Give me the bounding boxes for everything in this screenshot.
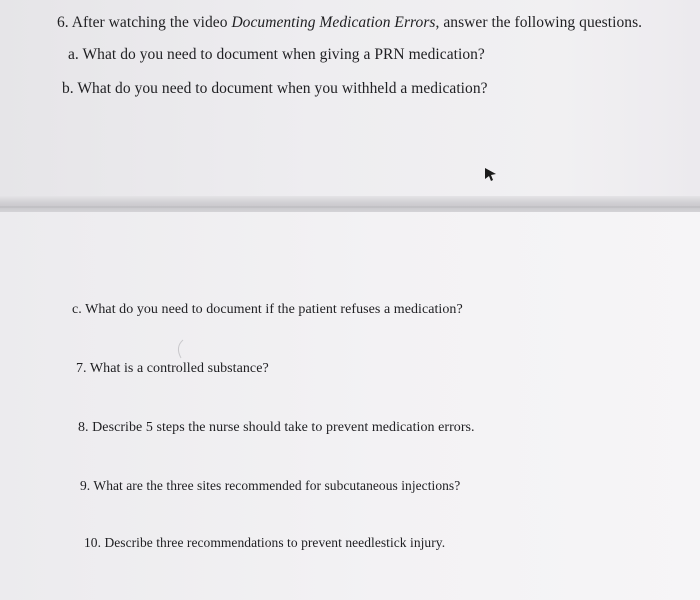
video-title: Documenting Medication Errors — [231, 14, 436, 31]
question-6-suffix: , answer the following questions. — [435, 14, 643, 31]
question-6a: a. What do you need to document when giving a PRN medication? — [68, 46, 485, 63]
question-6c: c. What do you need to document if the patient refuses a medication? — [72, 302, 463, 317]
question-7: 7. What is a controlled substance? — [76, 361, 269, 376]
mouse-pointer-icon — [484, 166, 498, 182]
question-6 — [57, 14, 642, 32]
question-6-prefix: 6. After watching the video — [57, 14, 232, 31]
question-8: 8. Describe 5 steps the nurse should take to prevent medication errors. — [78, 420, 475, 435]
pen-mark-decoration — [172, 338, 186, 360]
question-9: 9. What are the three sites recommended for subcutaneous injections? — [80, 478, 461, 493]
page-edge-line — [0, 206, 700, 208]
question-10: 10. Describe three recommendations to prevent needlestick injury. — [84, 535, 446, 550]
question-6b: b. What do you need to document when you withheld a medication? — [62, 80, 488, 97]
